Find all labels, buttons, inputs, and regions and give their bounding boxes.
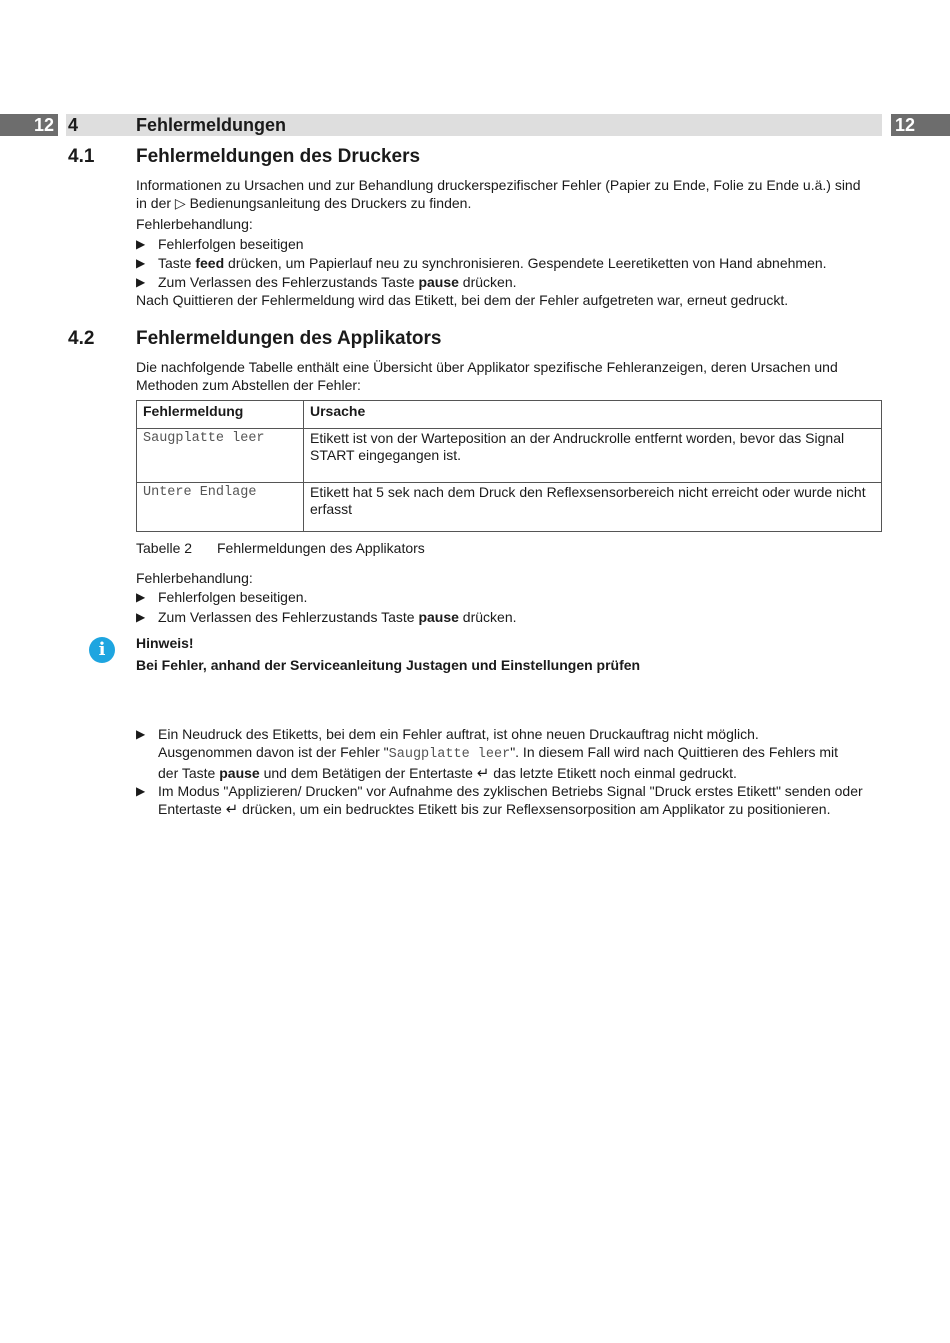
- bullet-triangle-icon: ▶: [136, 727, 146, 741]
- error-cause-cell: Etikett hat 5 sek nach dem Druck den Reflexsensorbereich nicht erreicht oder wurde nicht erfasst: [304, 483, 882, 532]
- list-item: ▶ Ein Neudruck des Etiketts, bei dem ein Fehler auftrat, ist ohne neuen Druckauftrag nicht möglich. Ausgenommen davon ist der Fehler "Saugplatte leer". In diesem Fall wird nach Quittieren des Fehlers mit der Taste pause und dem Betätigen der Entertaste ↵ das letzte Etikett noch einmal gedruckt.: [136, 726, 839, 782]
- error-cause-cell: Etikett ist von der Warteposition an der Andruckrolle entfernt worden, bevor das Signal START eingegangen ist.: [304, 429, 882, 483]
- bullet-triangle-icon: ▶: [136, 610, 146, 624]
- section-heading-4-2: 4.2 Fehlermeldungen des Applikators: [68, 328, 442, 349]
- section1-intro: Informationen zu Ursachen und zur Behandlung druckerspezifischer Fehler (Papier zu Ende, Folie zu Ende u.ä.) sind in der ▷ Bedienungsanleitung des Druckers zu finden.: [136, 177, 861, 211]
- table-row: [137, 429, 882, 483]
- bullet-triangle-icon: ▶: [136, 256, 146, 270]
- bullet-triangle-icon: ▶: [136, 237, 146, 251]
- error-table: [136, 400, 882, 532]
- table-caption-text: Fehlermeldungen des Applikators: [217, 540, 425, 556]
- section1-handling-label: Fehlerbehandlung:: [136, 216, 253, 232]
- reference-triangle-icon: ▷: [174, 195, 186, 211]
- table-caption-label: Tabelle 2: [136, 540, 193, 556]
- list-item: ▶ Im Modus "Applizieren/ Drucken" vor Aufnahme des zyklischen Betriebs Signal "Druck erstes Etikett" senden oder Entertaste ↵ drücken, um ein bedrucktes Etikett bis zur Reflexsensorposition am Applikator zu positionieren.: [136, 783, 863, 818]
- chapter-number: 4: [68, 115, 79, 135]
- table-row: [137, 483, 882, 532]
- note-text: Bei Fehler, anhand der Serviceanleitung Justagen und Einstellungen prüfen: [136, 657, 641, 673]
- page-number-right: 12: [891, 114, 950, 136]
- chapter-title: Fehlermeldungen: [136, 115, 287, 135]
- section2-intro: Die nachfolgende Tabelle enthält eine Übersicht über Applikator spezifische Fehleranzeigen, deren Ursachen und Methoden zum Abstellen der Fehler:: [136, 359, 838, 393]
- table-caption: [136, 540, 425, 556]
- section1-after-text: Nach Quittieren der Fehlermeldung wird das Etikett, bei dem der Fehler aufgetreten war, erneut gedruckt.: [136, 292, 789, 308]
- enter-key-icon: ↵: [225, 800, 239, 818]
- note-title: Hinweis!: [136, 635, 194, 651]
- bullet-triangle-icon: ▶: [136, 784, 146, 798]
- error-message-cell: Untere Endlage: [137, 483, 304, 532]
- chapter-header: [66, 114, 882, 136]
- error-message-cell: Saugplatte leer: [137, 429, 304, 483]
- note: [136, 632, 896, 676]
- info-icon: i: [89, 637, 115, 663]
- table-header: Ursache: [304, 401, 882, 429]
- section2-handling-label: Fehlerbehandlung:: [136, 570, 253, 586]
- table-header: Fehlermeldung: [137, 401, 304, 429]
- section-heading-4-1: 4.1 Fehlermeldungen des Druckers: [68, 146, 421, 167]
- page-number-left: 12: [0, 114, 58, 136]
- bullet-triangle-icon: ▶: [136, 590, 146, 604]
- bullet-triangle-icon: ▶: [136, 275, 146, 289]
- enter-key-icon: ↵: [476, 764, 490, 782]
